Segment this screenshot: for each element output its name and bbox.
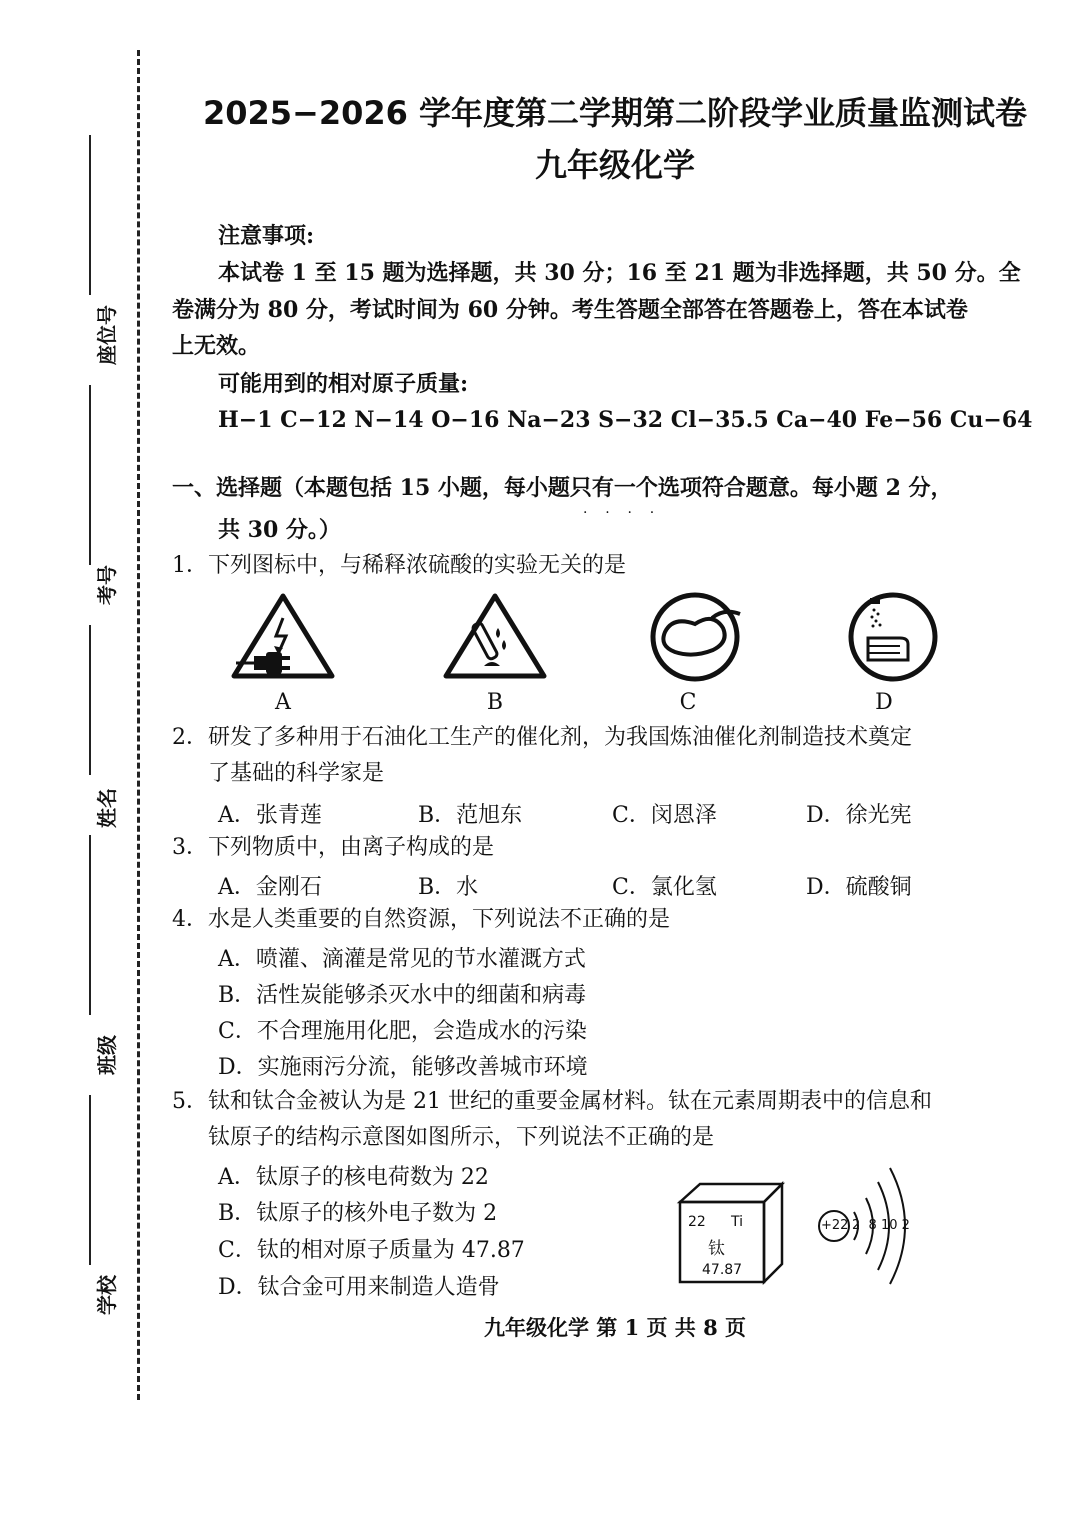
- q3-option-d: D．硫酸铜: [806, 875, 912, 900]
- q4-option-d: D．实施雨污分流，能够改善城市环境: [218, 1055, 588, 1080]
- notes-line-3: 上无效。: [172, 333, 261, 359]
- q2-option-b: B．范旭东: [418, 803, 523, 828]
- section-one-heading-2: 共 30 分。）: [218, 517, 341, 543]
- q3-option-a: A．金刚石: [218, 875, 322, 900]
- q5-stem-1: 5．钛和钛合金被认为是 21 世纪的重要金属材料。钛在元素周期表中的信息和: [172, 1089, 932, 1114]
- atomic-masses: H−1 C−12 N−14 O−16 Na−23 S−32 Cl−35.5 Ca−40 Fe−56 Cu−64: [218, 407, 1033, 433]
- exam-subtitle: 九年级化学: [534, 146, 695, 184]
- q4-option-a: A．喷灌、滴灌是常见的节水灌溉方式: [218, 947, 586, 972]
- notes-line-1: 本试卷 1 至 15 题为选择题，共 30 分；16 至 21 题为非选择题，共 50 分。全: [218, 260, 1021, 286]
- school-rule: [89, 1095, 91, 1265]
- wash-hands-icon: [838, 592, 948, 682]
- electron-shells: 2 8 10 2: [852, 1218, 910, 1233]
- q2-stem-1: 2．研发了多种用于石油化工生产的催化剂，为我国炼油催化剂制造技术奠定: [172, 725, 912, 750]
- q4-stem: 4．水是人类重要的自然资源，下列说法不正确的是: [172, 907, 670, 932]
- q5-option-a: A．钛原子的核电荷数为 22: [218, 1165, 489, 1190]
- q5-option-c: C．钛的相对原子质量为 47.87: [218, 1238, 525, 1263]
- exam-no-rule: [89, 385, 91, 565]
- name-rule: [89, 625, 91, 775]
- seat-label: 座位号: [95, 305, 119, 365]
- q2-stem-2: 了基础的科学家是: [208, 761, 385, 786]
- class-label: 班级: [95, 1035, 119, 1075]
- q1-label-a: A: [275, 690, 291, 715]
- q3-option-c: C．氯化氢: [612, 875, 717, 900]
- q2-option-a: A．张青莲: [218, 803, 322, 828]
- q1-label-c: C: [679, 690, 697, 715]
- exam-title: 2025−2026 学年度第二学期第二阶段学业质量监测试卷: [202, 94, 1028, 132]
- element-name: 钛: [708, 1239, 725, 1259]
- q1-label-d: D: [875, 690, 893, 715]
- q2-option-c: C．闵恩泽: [612, 803, 717, 828]
- school-label: 学校: [95, 1275, 119, 1315]
- corrosive-hazard-icon: [440, 592, 550, 682]
- electric-hazard-icon: [228, 592, 338, 682]
- atomic-number: 22: [688, 1214, 706, 1230]
- page-footer: 九年级化学 第 1 页 共 8 页: [483, 1315, 747, 1340]
- q4-option-c: C．不合理施用化肥，会造成水的污染: [218, 1019, 587, 1044]
- emphasis-dots: · · · ·: [583, 505, 655, 521]
- section-one-heading: 一、选择题（本题包括 15 小题，每小题只有一个选项符合题意。每小题 2 分，: [172, 475, 953, 501]
- q1-label-b: B: [486, 690, 504, 715]
- class-rule: [89, 835, 91, 1015]
- notes-line-2: 卷满分为 80 分，考试时间为 60 分钟。考生答题全部答在答题卷上，答在本试卷: [172, 297, 968, 323]
- exam-no-label: 考号: [95, 565, 119, 605]
- periodic-cell: [676, 1180, 791, 1285]
- q5-option-d: D．钛合金可用来制造人造骨: [218, 1275, 500, 1300]
- mass-heading: 可能用到的相对原子质量:: [218, 371, 469, 397]
- seat-rule: [89, 135, 91, 295]
- notes-heading: 注意事项:: [218, 223, 315, 249]
- atomic-mass: 47.87: [702, 1262, 743, 1278]
- q5-stem-2: 钛原子的结构示意图如图所示，下列说法不正确的是: [208, 1125, 715, 1150]
- nucleus-charge: +22: [821, 1218, 849, 1233]
- binding-dashed-line: [137, 50, 140, 1400]
- q1-stem: 1．下列图标中，与稀释浓硫酸的实验无关的是: [172, 553, 626, 578]
- heating-icon: [640, 592, 750, 682]
- q3-stem: 3．下列物质中，由离子构成的是: [172, 835, 494, 860]
- q3-option-b: B．水: [418, 875, 479, 900]
- atom-structure-diagram: [810, 1160, 920, 1290]
- name-label: 姓名: [95, 788, 119, 828]
- q5-option-b: B．钛原子的核外电子数为 2: [218, 1201, 498, 1226]
- q2-option-d: D．徐光宪: [806, 803, 912, 828]
- element-symbol: Ti: [731, 1214, 744, 1230]
- q4-option-b: B．活性炭能够杀灭水中的细菌和病毒: [218, 983, 587, 1008]
